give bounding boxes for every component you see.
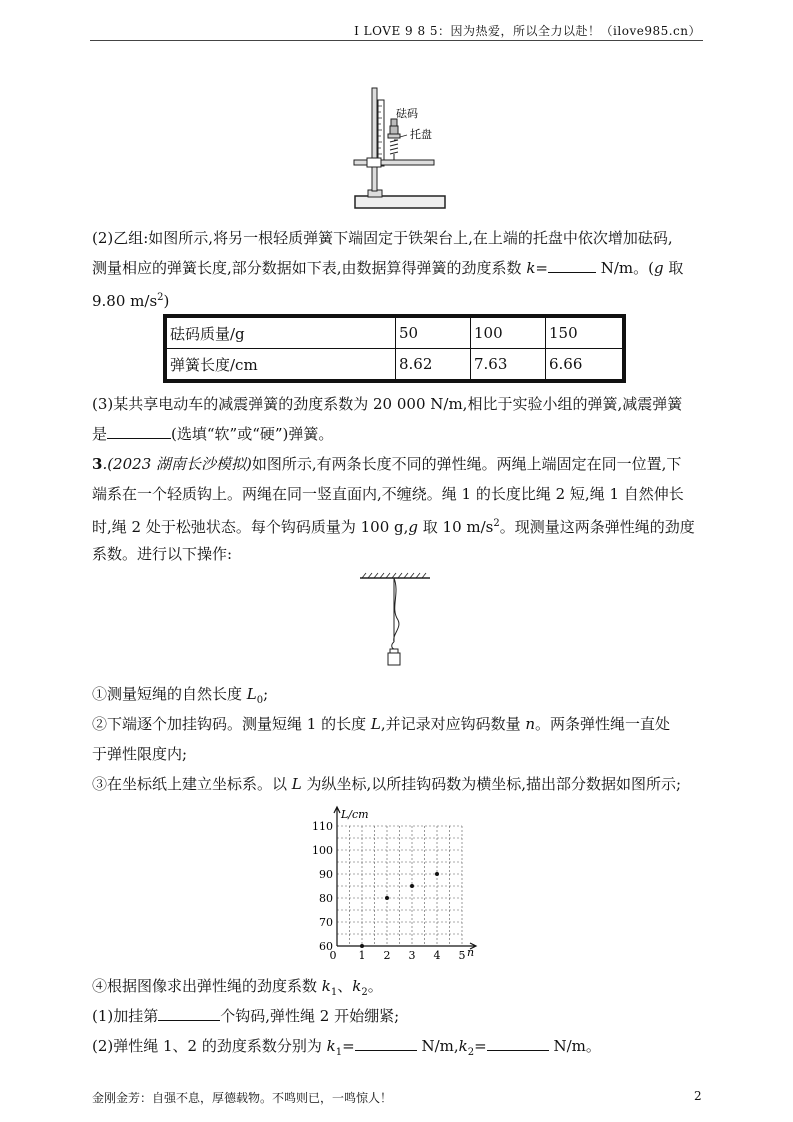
chart-ticks — [312, 820, 466, 962]
x-tick-label: 1 — [358, 949, 366, 962]
x-tick-label: 4 — [433, 949, 441, 962]
answer-blank-n[interactable] — [158, 1005, 220, 1021]
y-tick-label: 70 — [319, 916, 333, 929]
data-table — [163, 314, 626, 383]
step-2: ②下端逐个加挂钩码。测量短绳 1 的长度 L,并记录对应钩码数量 n。两条弹性绳一直处 — [92, 715, 671, 733]
q2-line1: (2)乙组:如图所示,将另一根轻质弹簧下端固定于铁架台上,在上端的托盘中依次增加砝码, — [92, 229, 673, 247]
table-cell: 150 — [546, 318, 623, 349]
table-cell: 100 — [471, 318, 546, 349]
answer-blank-k2[interactable] — [487, 1035, 549, 1051]
data-point — [385, 896, 389, 900]
elastic-rope-figure — [358, 572, 432, 670]
x-tick-label: 2 — [383, 949, 391, 962]
step-4: ④根据图像求出弹性绳的劲度系数 $k_1$、$k_2$。 — [92, 977, 383, 998]
y-axis-label: L/cm — [341, 808, 369, 821]
answer-blank-soft-hard[interactable] — [107, 423, 171, 439]
y-tick-label: 90 — [319, 868, 333, 881]
table-cell: 7.63 — [471, 349, 546, 380]
x-tick-label: 0 — [329, 949, 337, 962]
data-point — [360, 944, 364, 948]
chart-grid — [337, 826, 462, 946]
q3-line1: (3)某共享电动车的减震弹簧的劲度系数为 20 000 N/m,相比于实验小组的弹簧,减震弹簧 — [92, 395, 683, 413]
y-tick-label: 110 — [312, 820, 333, 833]
q3-line2: 是 (选填“软”或“硬”)弹簧。 — [92, 425, 334, 443]
sub-question-1: (1)加挂第 个钩码,弹性绳 2 开始绷紧; — [92, 1007, 400, 1025]
scatter-chart — [305, 804, 490, 964]
p3-line2: 端系在一个轻质钩上。两绳在同一竖直面内,不缠绕。绳 1 的长度比绳 2 短,绳 1 自然伸长 — [92, 485, 684, 503]
weight-label: 砝码 — [396, 107, 418, 120]
x-axis-label: n — [467, 946, 475, 959]
table-head-mass: 砝码质量/g — [167, 318, 396, 349]
answer-blank-k1[interactable] — [355, 1035, 417, 1051]
step-2-cont: 于弹性限度内; — [92, 745, 188, 763]
y-tick-label: 100 — [312, 844, 333, 857]
spring-stand-figure — [350, 86, 450, 212]
p3-line4: 系数。进行以下操作: — [92, 545, 233, 563]
y-tick-label: 80 — [319, 892, 333, 905]
tray-label: 托盘 — [410, 128, 432, 141]
p3-line3: 时,绳 2 处于松弛状态。每个钩码质量为 100 g,g 取 10 $m/s^2$。现测量这两条弹性绳的劲度 — [92, 518, 695, 536]
answer-blank-k[interactable] — [548, 257, 596, 273]
x-tick-label: 5 — [458, 949, 466, 962]
data-point — [410, 884, 414, 888]
page-number: 2 — [694, 1089, 702, 1103]
y-tick-label: 60 — [319, 940, 333, 953]
table-row — [167, 349, 623, 380]
page-header: I LOVE 9 8 5：因为热爱，所以全力以赴！（ilove985.cn） — [354, 24, 701, 38]
p3-line1: 3.(2023 湖南长沙模拟)如图所示,有两条长度不同的弹性绳。两绳上端固定在同一位置,下 — [92, 455, 682, 473]
header-divider — [90, 40, 703, 41]
chart-axes — [334, 807, 476, 949]
q2-line2: 测量相应的弹簧长度,部分数据如下表,由数据算得弹簧的劲度系数 k= N/m。(g 取 — [92, 259, 684, 277]
table-head-length: 弹簧长度/cm — [167, 349, 396, 380]
sub-question-2: (2)弹性绳 1、2 的劲度系数分别为 $k_1= N/m,k_2= N/m$。 — [92, 1037, 601, 1058]
table-cell: 6.66 — [546, 349, 623, 380]
data-point — [435, 872, 439, 876]
table-row — [167, 318, 623, 349]
x-tick-label: 3 — [408, 949, 416, 962]
step-3: ③在坐标纸上建立坐标系。以 L 为纵坐标,以所挂钩码数为横坐标,描出部分数据如图所示; — [92, 775, 682, 793]
footer-motto: 金刚金芳：自强不息，厚德载物。不鸣则已，一鸣惊人！ — [92, 1091, 393, 1105]
q2-line3: 9.80 $m/s^2$) — [92, 292, 170, 310]
step-1: ①测量短绳的自然长度 $L_0$; — [92, 685, 269, 706]
table-cell: 8.62 — [396, 349, 471, 380]
table-cell: 50 — [396, 318, 471, 349]
